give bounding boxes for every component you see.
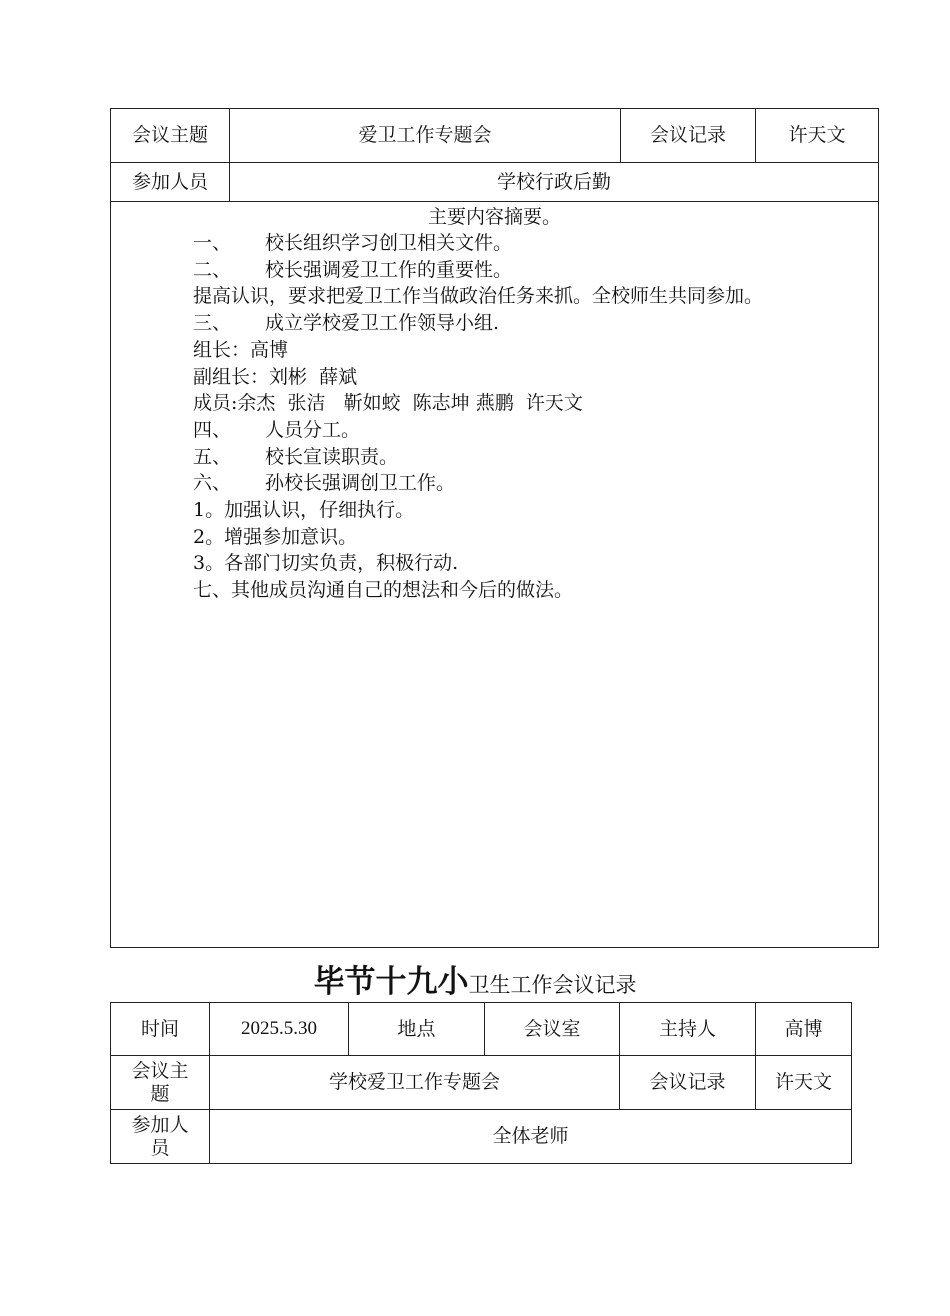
summary-item-number: 五、 — [193, 445, 232, 468]
place-value: 会议室 — [485, 1003, 620, 1056]
summary-line — [193, 444, 878, 471]
summary-line — [193, 283, 878, 310]
school-name: 毕节十九小 — [313, 964, 469, 1000]
summary-item-text: 人员分工。 — [265, 418, 361, 441]
summary-list — [111, 230, 878, 604]
summary-line — [193, 257, 878, 284]
summary-line — [193, 417, 878, 444]
subject-label: 会议主题 — [111, 1056, 210, 1110]
time-label: 时间 — [111, 1003, 210, 1056]
attendees-value: 全体老师 — [210, 1110, 852, 1164]
meeting-record-table-bottom — [110, 1002, 852, 1164]
recorder-value: 许天文 — [756, 109, 879, 163]
summary-line — [193, 310, 878, 337]
summary-cell — [111, 202, 879, 948]
subject-value: 学校爱卫工作专题会 — [210, 1056, 620, 1110]
summary-item-text: 孙校长强调创卫工作。 — [265, 472, 456, 495]
host-value: 高博 — [756, 1003, 852, 1056]
heading-subtitle: 卫生工作会议记录 — [468, 973, 637, 997]
summary-item-text: 组长：高博 — [193, 338, 289, 361]
host-label: 主持人 — [620, 1003, 756, 1056]
summary-item-text: 校长宣读职责。 — [265, 445, 399, 468]
attendees-row — [111, 163, 879, 202]
summary-item-text: 成立学校爱卫工作领导小组. — [265, 312, 500, 335]
summary-item-number: 六、 — [193, 472, 232, 495]
summary-item-text: 1。加强认识，仔细执行。 — [193, 499, 415, 522]
summary-item-text: 成员:余杰 张洁 靳如蛟 陈志坤 燕鹏 许天文 — [193, 392, 583, 415]
summary-line — [193, 470, 878, 497]
recorder-label: 会议记录 — [621, 109, 756, 163]
recorder-label: 会议记录 — [620, 1056, 756, 1110]
summary-item-number: 四、 — [193, 418, 232, 441]
summary-item-text: 副组长：刘彬 薛斌 — [193, 365, 358, 388]
summary-line — [193, 230, 878, 257]
place-label: 地点 — [349, 1003, 485, 1056]
summary-line — [193, 550, 878, 577]
meeting-record-table-top — [110, 108, 879, 948]
time-row — [111, 1003, 852, 1056]
summary-line — [193, 497, 878, 524]
recorder-value: 许天文 — [756, 1056, 852, 1110]
time-value: 2025.5.30 — [210, 1003, 349, 1056]
summary-item-text: 校长组织学习创卫相关文件。 — [265, 232, 513, 254]
page-heading — [0, 956, 950, 1001]
summary-line — [193, 577, 878, 604]
subject-value: 爱卫工作专题会 — [230, 109, 621, 163]
summary-line — [193, 337, 878, 364]
subject-row — [111, 109, 879, 163]
summary-line — [193, 524, 878, 551]
summary-item-number: 二、 — [193, 258, 232, 281]
summary-item-text: 七、其他成员沟通自己的想法和今后的做法。 — [193, 579, 574, 602]
attendees-label: 参加人员 — [111, 163, 230, 202]
summary-row — [111, 202, 879, 948]
summary-line — [193, 364, 878, 391]
attendees-value: 学校行政后勤 — [230, 163, 879, 202]
subject-row — [111, 1056, 852, 1110]
summary-title: 主要内容摘要。 — [427, 206, 561, 228]
summary-item-text: 2。增强参加意识。 — [193, 525, 358, 548]
summary-item-text: 校长强调爱卫工作的重要性。 — [265, 258, 513, 281]
summary-item-number: 一、 — [193, 232, 232, 254]
summary-item-text: 提高认识，要求把爱卫工作当做政治任务来抓。全校师生共同参加。 — [193, 285, 764, 308]
summary-item-text: 3。各部门切实负责，积极行动. — [193, 552, 459, 575]
summary-line — [193, 390, 878, 417]
attendees-row — [111, 1110, 852, 1164]
subject-label: 会议主题 — [111, 109, 230, 163]
attendees-label: 参加人员 — [111, 1110, 210, 1164]
summary-item-number: 三、 — [193, 312, 232, 335]
